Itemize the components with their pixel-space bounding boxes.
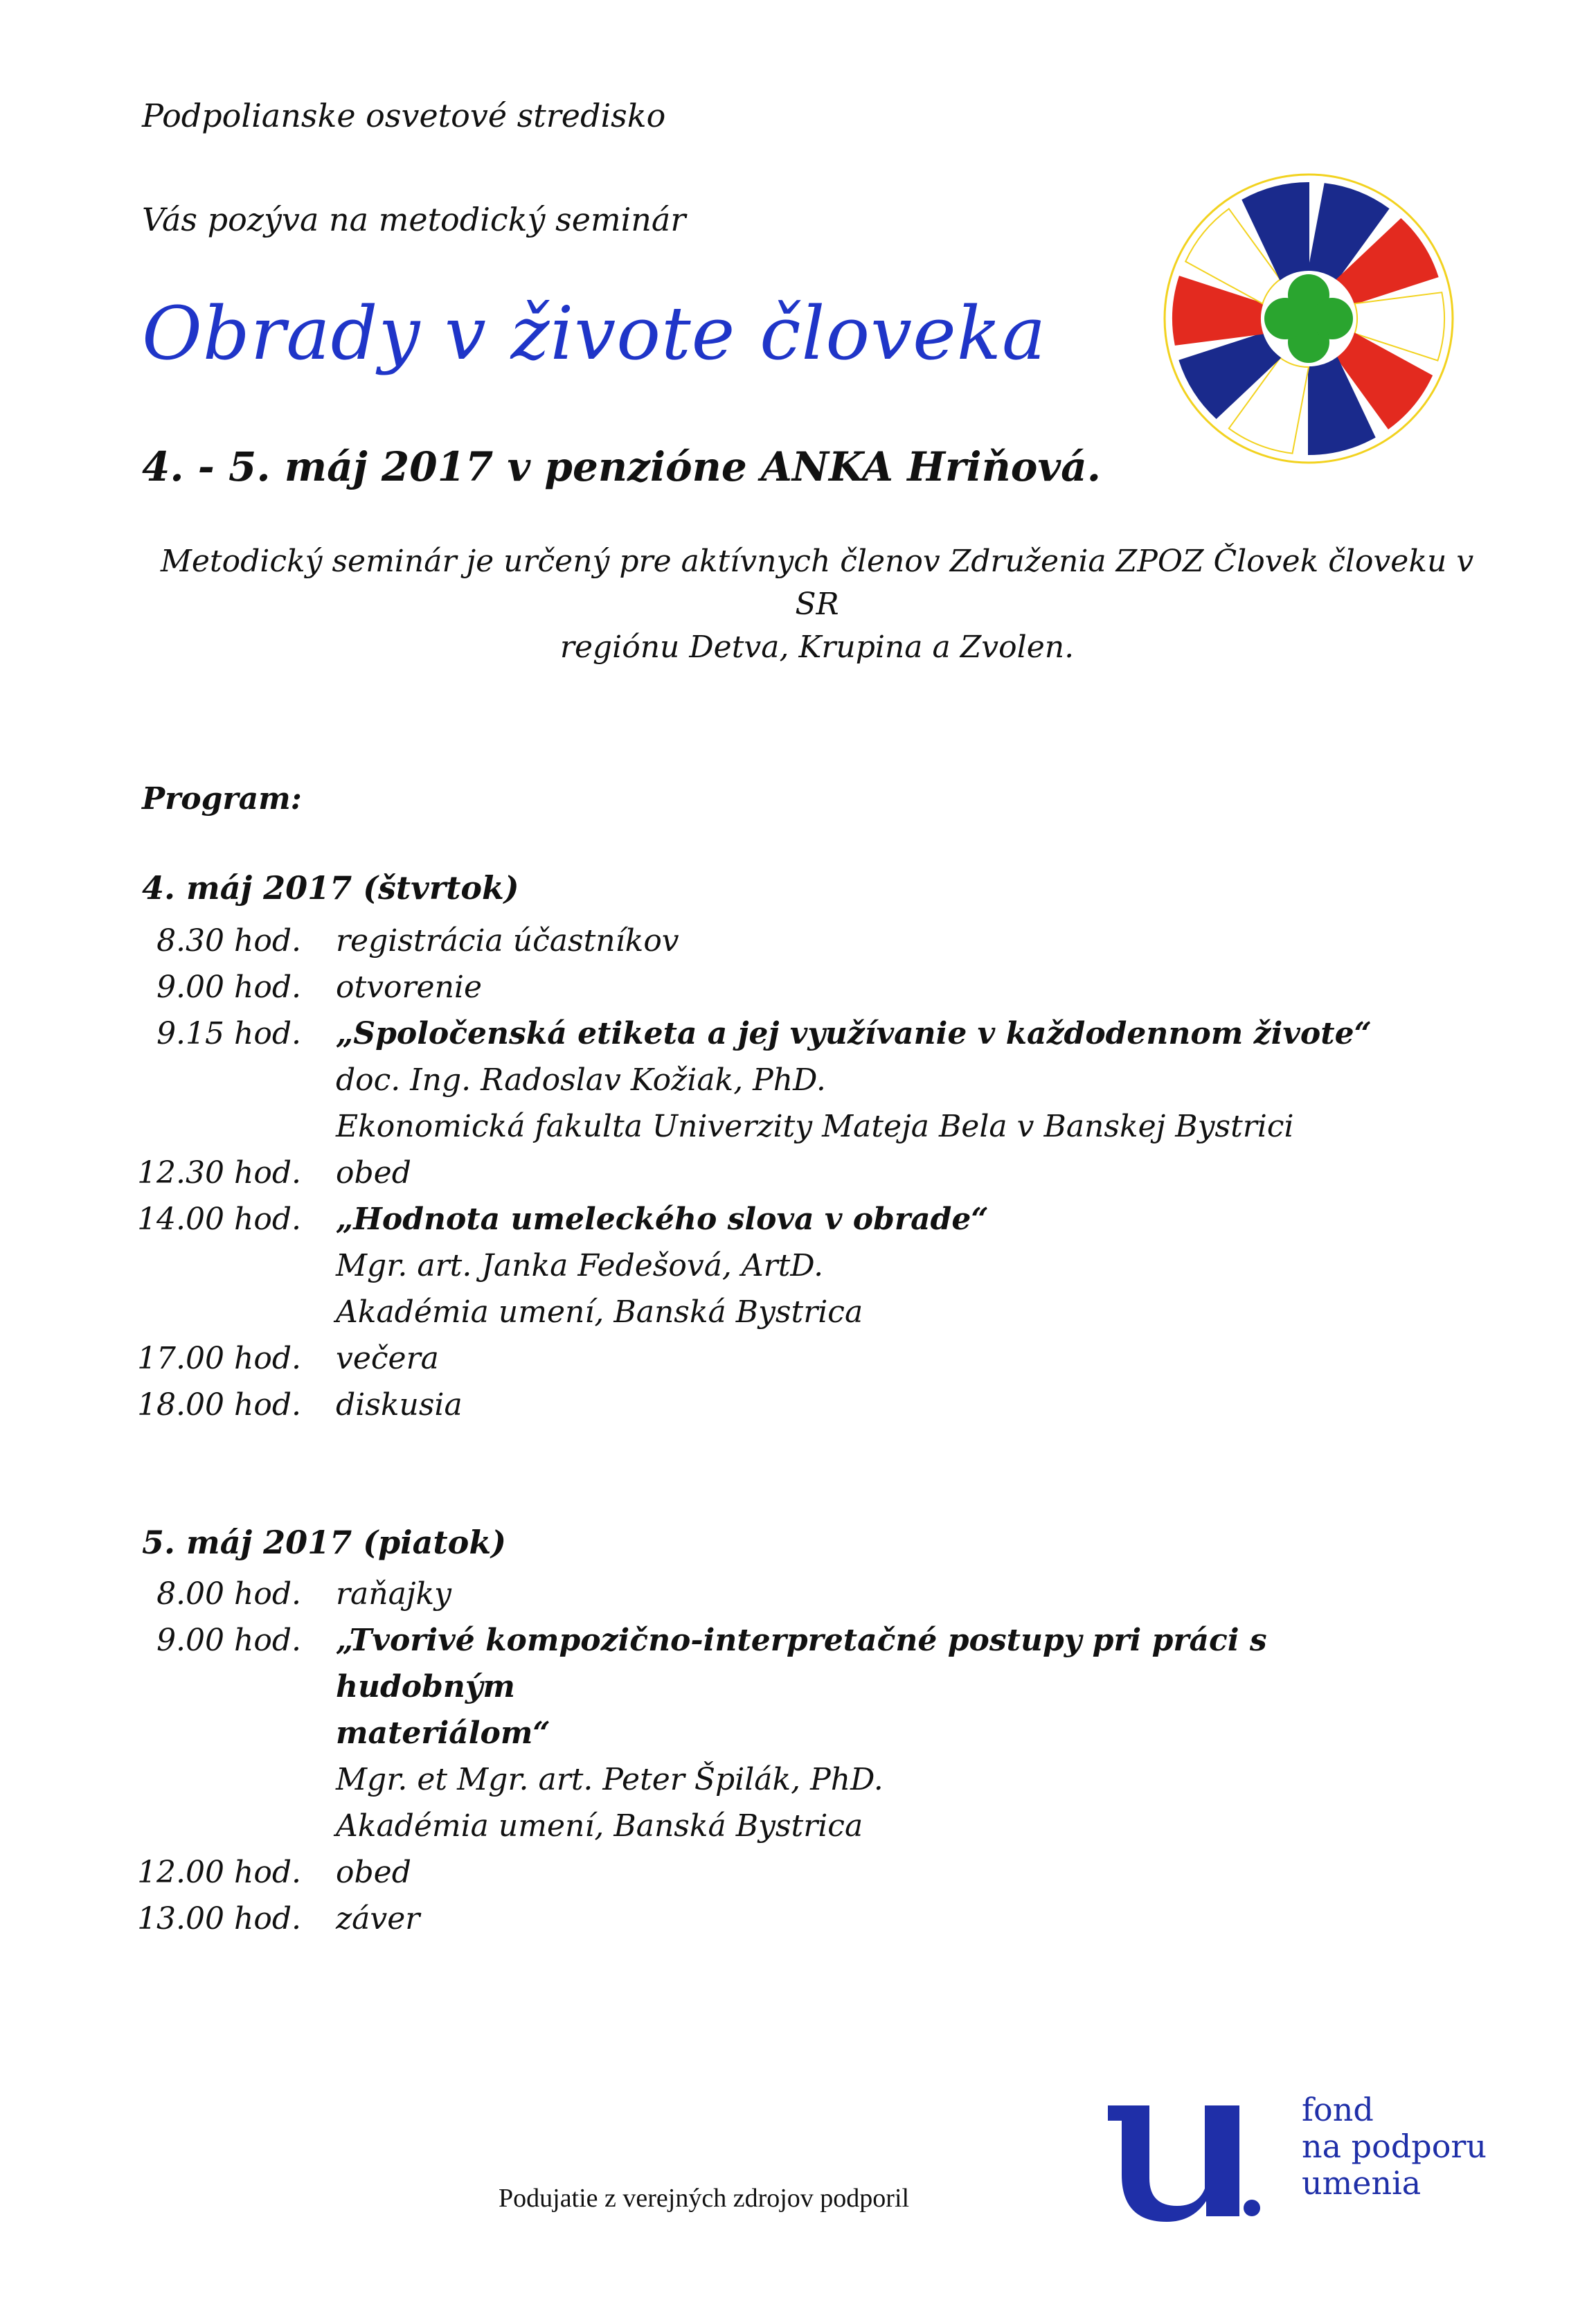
schedule-lecture <box>336 1010 1447 1150</box>
schedule-day-1 <box>132 918 1447 1428</box>
schedule-activity: obed <box>336 1155 411 1191</box>
schedule-time: 8.30 hod. <box>156 923 301 959</box>
schedule-time: 9.00 hod. <box>156 1623 301 1658</box>
schedule-lecture <box>336 1196 1447 1335</box>
schedule-row <box>132 1571 1447 1617</box>
schedule-row <box>132 964 1447 1010</box>
lecture-affiliation: Ekonomická fakulta Univerzity Mateja Bela v Banskej Bystrici <box>336 1109 1294 1144</box>
lecture-speaker: Mgr. et Mgr. art. Peter Špilák, PhD. <box>336 1762 884 1797</box>
schedule-day-2 <box>132 1571 1447 1942</box>
u-dot-logo-icon <box>1101 2092 1260 2230</box>
day-heading: 5. máj 2017 (piatok) <box>142 1524 506 1561</box>
schedule-activity: večera <box>336 1341 439 1376</box>
schedule-time: 14.00 hod. <box>137 1202 301 1237</box>
organizer-name: Podpolianske osvetové stredisko <box>142 97 666 134</box>
schedule-time: 9.00 hod. <box>156 970 301 1005</box>
schedule-activity: registrácia účastníkov <box>336 923 679 959</box>
program-label: Program: <box>142 781 302 817</box>
description-line: regiónu Detva, Krupina a Zvolen. <box>559 630 1075 665</box>
schedule-time: 12.30 hod. <box>137 1155 301 1191</box>
schedule-activity: raňajky <box>336 1576 451 1612</box>
schedule-time: 8.00 hod. <box>156 1576 301 1612</box>
schedule-lecture <box>336 1617 1447 1849</box>
lecture-title: materiálom“ <box>336 1716 550 1751</box>
flower-emblem-icon <box>1156 166 1461 471</box>
lecture-title: „Spoločenská etiketa a jej využívanie v každodennom živote“ <box>336 1016 1372 1051</box>
schedule-row <box>132 1382 1447 1428</box>
fund-name-line: na podporu <box>1302 2128 1487 2165</box>
date-venue: 4. - 5. máj 2017 v penzióne ANKA Hriňová. <box>142 443 1101 490</box>
lecture-affiliation: Akadémia umení, Banská Bystrica <box>336 1294 863 1330</box>
lecture-speaker: Mgr. art. Janka Fedešová, ArtD. <box>336 1248 824 1283</box>
seminar-title: Obrady v živote človeka <box>142 291 1047 376</box>
schedule-activity: otvorenie <box>336 970 483 1005</box>
lecture-speaker: doc. Ing. Radoslav Kožiak, PhD. <box>336 1062 826 1098</box>
schedule-time: 12.00 hod. <box>137 1855 301 1890</box>
description-line: Metodický seminár je určený pre aktívnych členov Združenia ZPOZ Človek človeku v SR <box>160 544 1474 622</box>
schedule-activity: obed <box>336 1855 411 1890</box>
schedule-time: 9.15 hod. <box>156 1016 301 1051</box>
schedule-row <box>132 1617 1447 1849</box>
fund-name <box>1302 2092 1487 2202</box>
lecture-title: „Tvorivé kompozično-interpretačné postupy pri práci s hudobným <box>336 1623 1267 1704</box>
schedule-time: 13.00 hod. <box>137 1901 301 1936</box>
funding-note: Podujatie z verejných zdrojov podporil <box>499 2184 910 2213</box>
lecture-affiliation: Akadémia umení, Banská Bystrica <box>336 1808 863 1844</box>
schedule-row <box>132 1196 1447 1335</box>
schedule-row <box>132 1849 1447 1896</box>
schedule-row <box>132 1335 1447 1382</box>
schedule-row <box>132 1010 1447 1150</box>
schedule-time: 17.00 hod. <box>137 1341 301 1376</box>
schedule-activity: záver <box>336 1901 420 1936</box>
invitation-line: Vás pozýva na metodický seminár <box>142 201 686 238</box>
day-heading: 4. máj 2017 (štvrtok) <box>142 869 519 907</box>
fund-logo <box>1101 2092 1516 2230</box>
fund-name-line: fond <box>1302 2091 1374 2128</box>
fund-name-line: umenia <box>1302 2164 1422 2202</box>
schedule-time: 18.00 hod. <box>137 1387 301 1423</box>
seminar-description <box>138 540 1496 669</box>
schedule-row <box>132 1896 1447 1942</box>
schedule-activity: diskusia <box>336 1387 463 1423</box>
lecture-title: „Hodnota umeleckého slova v obrade“ <box>336 1202 989 1237</box>
schedule-row <box>132 918 1447 964</box>
schedule-row <box>132 1150 1447 1196</box>
